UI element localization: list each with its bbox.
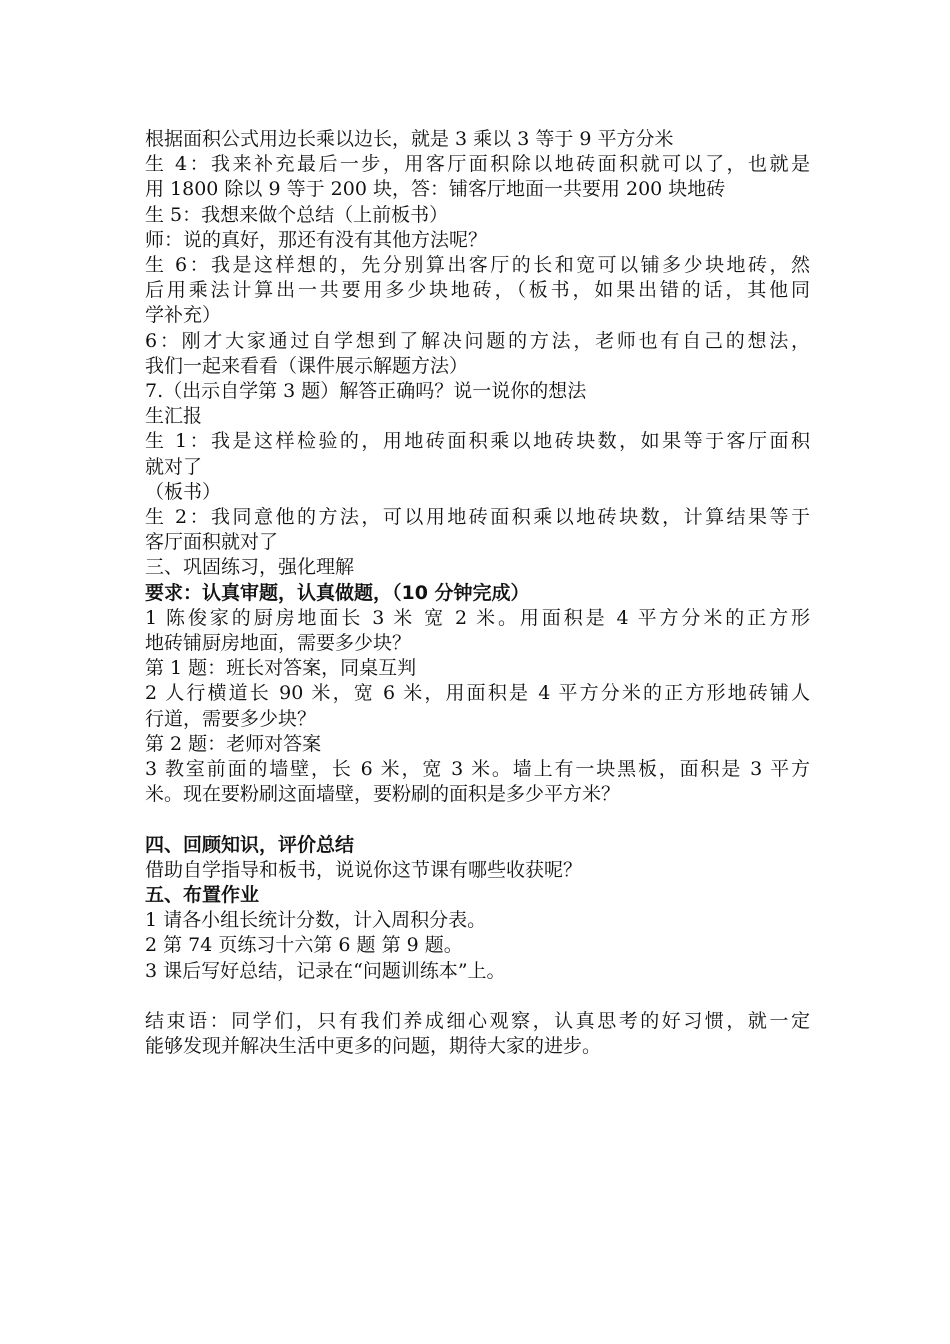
text-line: 借助自学指导和板书，说说你这节课有哪些收获呢？ bbox=[145, 858, 583, 881]
homework-item-2: 2 第 74 页练习十六第 6 题 第 9 题。 bbox=[145, 934, 463, 957]
text-line: 生汇报 bbox=[145, 405, 203, 428]
text-line: 根据面积公式用边长乘以边长，就是 3 乘以 3 等于 9 平方分米 bbox=[145, 128, 674, 150]
blank-line bbox=[145, 984, 810, 1009]
text-line: 能够发现并解决生活中更多的问题，期待大家的进步。 bbox=[145, 1035, 602, 1058]
text-line: 第 1 题：班长对答案，同桌互判 bbox=[145, 657, 417, 680]
exercise-3: 3 教室前面的墙壁，长 6 米，宽 3 米。墙上有一块黑板，面积是 3 平方 bbox=[145, 758, 810, 781]
text-line: 行道，需要多少块？ bbox=[145, 707, 317, 730]
blank-line bbox=[145, 807, 810, 832]
text-line: 米。现在要粉刷这面墙壁，要粉刷的面积是多少平方米？ bbox=[145, 783, 621, 806]
closing-remark: 结束语：同学们，只有我们养成细心观察，认真思考的好习惯，就一定 bbox=[145, 1010, 810, 1033]
text-line: 用 1800 除以 9 等于 200 块，答：铺客厅地面一共要用 200 块地砖 bbox=[145, 178, 726, 201]
text-line: 第 2 题：老师对答案 bbox=[145, 732, 322, 755]
section-heading-consolidate: 三、巩固练习，强化理解 bbox=[145, 556, 355, 579]
text-line: 7.（出示自学第 3 题）解答正确吗？说一说你的想法 bbox=[145, 380, 587, 403]
text-line: 地砖铺厨房地面，需要多少块？ bbox=[145, 632, 412, 655]
text-line: 客厅面积就对了 bbox=[145, 531, 279, 554]
text-line: 6：刚才大家通过自学想到了解决问题的方法，老师也有自己的想法， bbox=[145, 329, 810, 352]
requirement-line: 要求：认真审题，认真做题，（10 分钟完成） bbox=[145, 581, 530, 604]
exercise-2: 2 人行横道长 90 米，宽 6 米，用面积是 4 平方分米的正方形地砖铺人 bbox=[145, 682, 810, 705]
document-body bbox=[145, 127, 810, 1059]
text-line: 生 4：我来补充最后一步，用客厅面积除以地砖面积就可以了，也就是 bbox=[145, 153, 810, 176]
text-line: 生 1：我是这样检验的，用地砖面积乘以地砖块数，如果等于客厅面积 bbox=[145, 430, 810, 453]
text-line: 后用乘法计算出一共要用多少块地砖，（板书，如果出错的话，其他同 bbox=[145, 279, 810, 302]
text-line: （板书） bbox=[145, 480, 222, 503]
homework-item-1: 1 请各小组长统计分数，计入周积分表。 bbox=[145, 909, 487, 932]
text-line: 我们一起来看看（课件展示解题方法） bbox=[145, 354, 469, 377]
section-heading-homework: 五、布置作业 bbox=[145, 884, 260, 907]
text-line: 生 2：我同意他的方法，可以用地砖面积乘以地砖块数，计算结果等于 bbox=[145, 506, 810, 529]
text-line: 就对了 bbox=[145, 455, 203, 478]
homework-item-3: 3 课后写好总结，记录在“问题训练本”上。 bbox=[145, 959, 506, 982]
text-line: 生 6：我是这样想的，先分别算出客厅的长和宽可以铺多少块地砖，然 bbox=[145, 254, 810, 277]
text-line: 学补充） bbox=[145, 304, 222, 327]
exercise-1: 1 陈俊家的厨房地面长 3 米 宽 2 米。用面积是 4 平方分米的正方形 bbox=[145, 606, 810, 629]
text-line: 生 5：我想来做个总结（上前板书） bbox=[145, 203, 449, 226]
text-line: 师：说的真好，那还有没有其他方法呢？ bbox=[145, 228, 488, 251]
section-heading-review: 四、回顾知识，评价总结 bbox=[145, 833, 355, 856]
